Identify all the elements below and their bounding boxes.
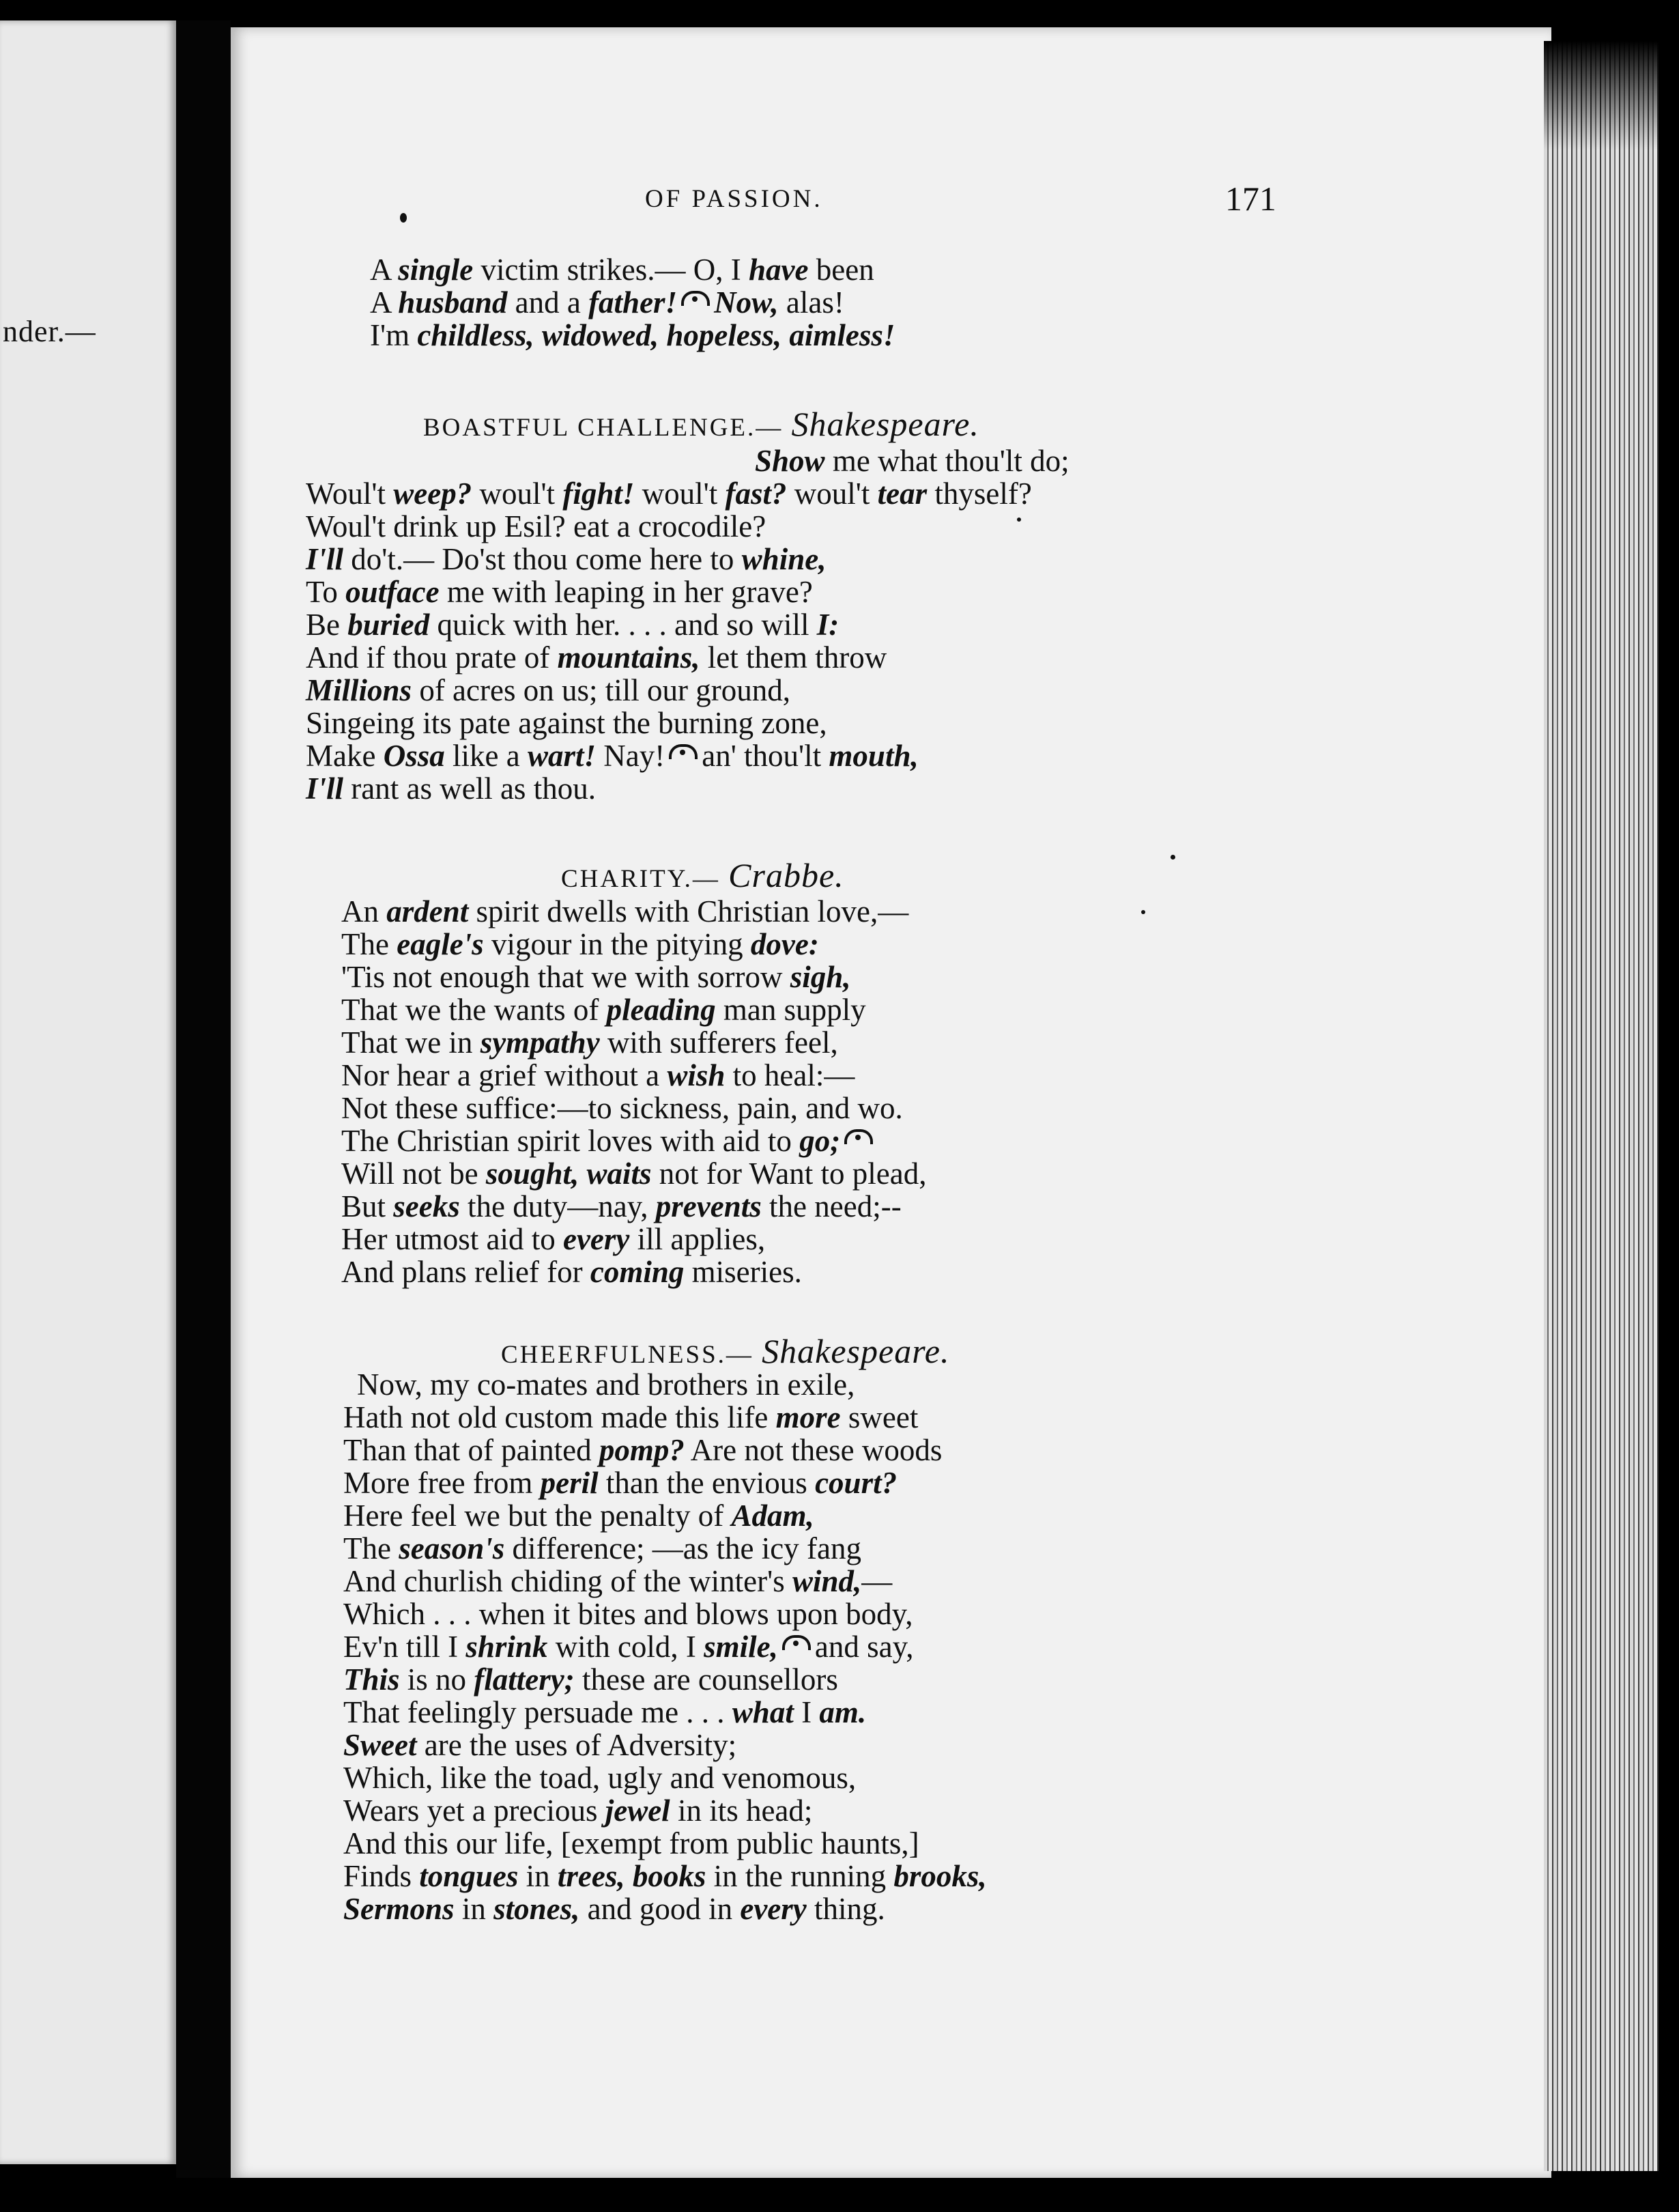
- section-heading: [501, 1331, 950, 1371]
- emphasized-word: pleading: [606, 993, 716, 1027]
- emphasized-word: Show: [755, 444, 825, 478]
- emphasized-word: I'll: [306, 542, 344, 576]
- verse-line: Her utmost aid to every ill applies,: [341, 1222, 766, 1256]
- emphasized-word: shrink: [465, 1630, 548, 1664]
- emphasized-word: husband: [398, 285, 508, 320]
- verse-line: That feelingly persuade me . . . what I am.: [343, 1695, 867, 1729]
- verse-line: Woul't weep? woul't fight! woul't fast? woul't tear thyself?: [306, 477, 1032, 511]
- running-head: OF PASSION.: [645, 185, 823, 213]
- emphasized-word: more: [775, 1400, 841, 1434]
- book-gutter: [176, 20, 231, 2178]
- emphasized-word: have: [749, 253, 809, 287]
- section-heading: [423, 404, 979, 444]
- pause-mark-icon: [681, 291, 710, 306]
- verse-line: The season's difference; —as the icy fang: [343, 1531, 861, 1565]
- emphasized-word: brooks,: [893, 1859, 987, 1893]
- emphasized-word: Sweet: [343, 1728, 417, 1762]
- ink-speck: [1171, 855, 1175, 860]
- section-heading: [561, 855, 844, 895]
- emphasized-word: I'll: [306, 771, 344, 806]
- previous-page-text-fragment: nder.—: [3, 315, 96, 348]
- emphasized-word: trees,: [557, 1859, 625, 1893]
- emphasized-word: fight!: [562, 477, 635, 511]
- page-number: 171: [1225, 180, 1276, 218]
- previous-page: [0, 20, 176, 2164]
- verse-line: That we in sympathy with sufferers feel,: [341, 1025, 838, 1060]
- verse-line: I'll do't.— Do'st thou come here to whine,: [306, 542, 827, 576]
- verse-line: Show me what thou'lt do;: [755, 444, 1070, 478]
- emphasized-word: This: [343, 1662, 400, 1697]
- emphasized-word: waits: [586, 1157, 652, 1191]
- verse-line: Make Ossa like a wart! Nay! an' thou'lt mouth,: [306, 739, 919, 773]
- section-title: CHEERFULNESS.—: [501, 1341, 754, 1369]
- verse-line: Ev'n till I shrink with cold, I smile, and say,: [343, 1630, 914, 1664]
- verse-line: And this our life, [exempt from public haunts,]: [343, 1826, 919, 1860]
- verse-line: Be buried quick with her. . . . and so will I:: [306, 608, 840, 642]
- emphasized-word: eagle's: [397, 927, 484, 961]
- emphasized-word: weep?: [393, 477, 472, 511]
- emphasized-word: pomp?: [599, 1433, 685, 1467]
- emphasized-word: jewel: [605, 1793, 670, 1828]
- verse-line: Hath not old custom made this life more sweet: [343, 1400, 919, 1434]
- section-title: BOASTFUL CHALLENGE.—: [423, 414, 784, 442]
- section-author: Shakespeare.: [791, 405, 979, 443]
- emphasized-word: Sermons: [343, 1892, 455, 1926]
- emphasized-word: go;: [799, 1124, 841, 1158]
- verse-line: This is no flattery; these are counsellors: [343, 1662, 838, 1697]
- emphasized-word: seeks: [393, 1189, 460, 1223]
- emphasized-word: wart!: [527, 739, 596, 773]
- ink-speck: [1017, 517, 1021, 522]
- emphasized-word: flattery;: [474, 1662, 575, 1697]
- pause-mark-icon: [669, 744, 698, 759]
- verse-line: Than that of painted pomp? Are not these woods: [343, 1433, 943, 1467]
- verse-line: Nor hear a grief without a wish to heal:—: [341, 1058, 855, 1092]
- verse-line: The eagle's vigour in the pitying dove:: [341, 927, 819, 961]
- emphasized-word: wind,: [792, 1564, 862, 1598]
- emphasized-word: what: [732, 1695, 794, 1729]
- emphasized-word: every: [562, 1222, 630, 1256]
- verse-line: Now, my co-mates and brothers in exile,: [357, 1367, 855, 1402]
- verse-line: Singeing its pate against the burning zone,: [306, 706, 827, 740]
- verse-line: I'm childless, widowed, hopeless, aimless!: [370, 318, 895, 352]
- verse-line: A husband and a father! Now, alas!: [370, 285, 844, 320]
- emphasized-word: outface: [345, 575, 440, 609]
- emphasized-word: whine,: [741, 542, 827, 576]
- verse-line: A single victim strikes.— O, I have been: [370, 253, 874, 287]
- pause-mark-icon: [844, 1129, 873, 1144]
- emphasized-word: coming: [590, 1255, 685, 1289]
- verse-line: Woul't drink up Esil? eat a crocodile?: [306, 509, 766, 543]
- verse-line: Sermons in stones, and good in every thing.: [343, 1892, 885, 1926]
- emphasized-word: father!: [588, 285, 678, 320]
- emphasized-word: Adam,: [731, 1499, 814, 1533]
- emphasized-word: season's: [399, 1531, 505, 1565]
- emphasized-word: tear: [877, 477, 928, 511]
- verse-line: Which, like the toad, ugly and venomous,: [343, 1761, 857, 1795]
- ink-speck: [1141, 910, 1145, 914]
- emphasized-word: mouth,: [829, 739, 919, 773]
- emphasized-word: sought,: [485, 1157, 579, 1191]
- section-title: CHARITY.—: [561, 865, 720, 893]
- emphasized-word: books: [632, 1859, 706, 1893]
- verse-line: And plans relief for coming miseries.: [341, 1255, 802, 1289]
- emphasized-word: Ossa: [383, 739, 445, 773]
- verse-line: To outface me with leaping in her grave?: [306, 575, 813, 609]
- emphasized-word: Millions: [306, 673, 412, 707]
- emphasized-word: mountains,: [557, 640, 700, 675]
- emphasized-word: fast?: [725, 477, 787, 511]
- emphasized-word: Now,: [714, 285, 779, 320]
- emphasized-word: sympathy: [480, 1025, 600, 1060]
- emphasized-word: every: [740, 1892, 807, 1926]
- verse-line: Finds tongues in trees, books in the running brooks,: [343, 1859, 987, 1893]
- verse-line: 'Tis not enough that we with sorrow sigh,: [341, 960, 851, 994]
- verse-line: And if thou prate of mountains, let them throw: [306, 640, 887, 675]
- emphasized-word: wish: [667, 1058, 726, 1092]
- verse-line: But seeks the duty—nay, prevents the need;--: [341, 1189, 902, 1223]
- section-author: Crabbe.: [728, 856, 844, 894]
- emphasized-word: single: [398, 253, 474, 287]
- verse-line: Will not be sought, waits not for Want to plead,: [341, 1157, 927, 1191]
- verse-line: Which . . . when it bites and blows upon body,: [343, 1597, 913, 1631]
- verse-line: I'll rant as well as thou.: [306, 771, 596, 806]
- emphasized-word: tongues: [419, 1859, 519, 1893]
- emphasized-word: court?: [815, 1466, 898, 1500]
- section-author: Shakespeare.: [762, 1332, 950, 1370]
- verse-line: Here feel we but the penalty of Adam,: [343, 1499, 814, 1533]
- verse-line: The Christian spirit loves with aid to go;: [341, 1124, 877, 1158]
- emphasized-word: am.: [819, 1695, 867, 1729]
- verse-line: Not these suffice:—to sickness, pain, and wo.: [341, 1091, 903, 1125]
- emphasized-word: smile,: [704, 1630, 778, 1664]
- verse-line: That we the wants of pleading man supply: [341, 993, 866, 1027]
- ink-speck: [400, 213, 407, 223]
- emphasized-word: dove:: [750, 927, 819, 961]
- emphasized-word: ardent: [386, 894, 469, 928]
- verse-line: And churlish chiding of the winter's wind,—: [343, 1564, 893, 1598]
- emphasized-word: stones,: [493, 1892, 580, 1926]
- emphasized-word: prevents: [655, 1189, 762, 1223]
- verse-line: An ardent spirit dwells with Christian love,—: [341, 894, 909, 928]
- verse-line: Wears yet a precious jewel in its head;: [343, 1793, 813, 1828]
- emphasized-word: peril: [540, 1466, 599, 1500]
- page-block-shadow: [1544, 41, 1659, 150]
- emphasized-word: buried: [347, 608, 430, 642]
- verse-line: Millions of acres on us; till our ground,: [306, 673, 790, 707]
- emphasized-word: I:: [816, 608, 840, 642]
- page-block-edge: [1544, 41, 1659, 2171]
- pause-mark-icon: [782, 1635, 811, 1650]
- verse-line: Sweet are the uses of Adversity;: [343, 1728, 737, 1762]
- emphasized-word: childless, widowed, hopeless, aimless!: [417, 318, 895, 352]
- verse-line: More free from peril than the envious court?: [343, 1466, 898, 1500]
- emphasized-word: sigh,: [790, 960, 851, 994]
